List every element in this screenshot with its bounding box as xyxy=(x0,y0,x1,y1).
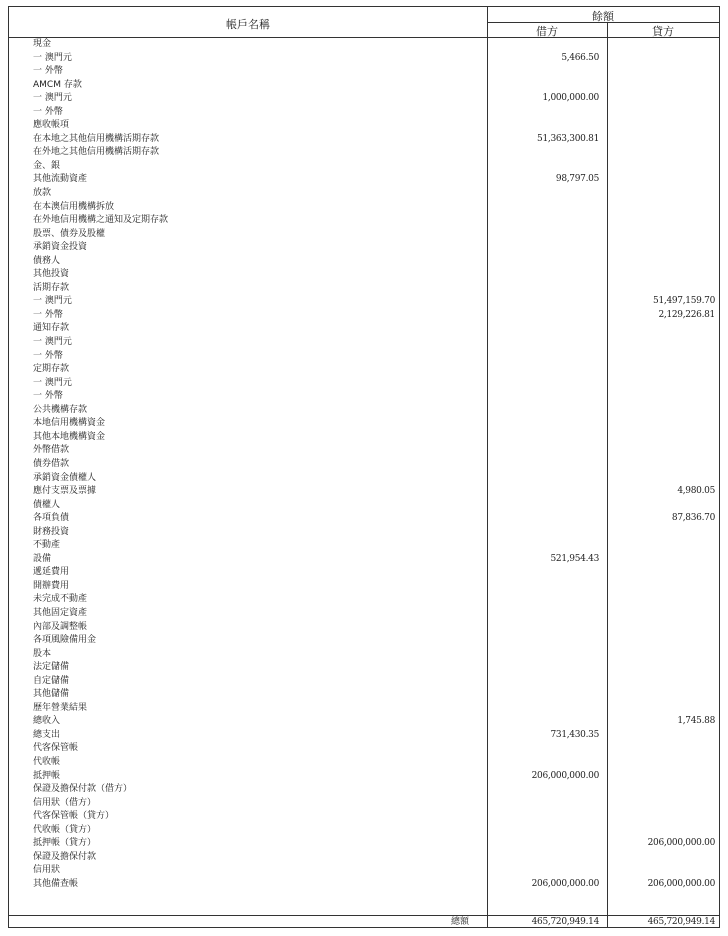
table-row xyxy=(9,309,719,323)
debit-amount: 206,000,000.00 xyxy=(531,770,599,781)
account-name: 一 外幣 xyxy=(33,309,63,320)
account-name: 保證及擔保付款 xyxy=(33,851,97,862)
table-row xyxy=(9,783,719,797)
table-row xyxy=(9,756,719,770)
account-name: 一 澳門元 xyxy=(33,296,72,307)
table-row xyxy=(9,377,719,391)
account-name: 保證及擔保付款（借方） xyxy=(33,784,133,795)
table-row xyxy=(9,797,719,811)
debit-amount: 731,430.35 xyxy=(550,729,599,740)
account-name: 其他投資 xyxy=(33,269,70,280)
table-row xyxy=(9,119,719,133)
account-name: 定期存款 xyxy=(33,364,70,375)
account-name: 在外地之其他信用機構活期存款 xyxy=(33,147,160,158)
table-row xyxy=(9,770,719,784)
table-row xyxy=(9,512,719,526)
balance-sheet-table xyxy=(8,6,720,928)
table-row xyxy=(9,458,719,472)
account-name: 開辦費用 xyxy=(33,580,70,591)
table-row xyxy=(9,444,719,458)
account-name: 債券借款 xyxy=(33,458,70,469)
account-name: 財務投資 xyxy=(33,526,70,537)
account-name: 信用狀 xyxy=(33,865,61,876)
credit-amount: 87,836.70 xyxy=(671,513,715,524)
credit-amount: 1,745.88 xyxy=(677,716,715,727)
account-name: 現金 xyxy=(33,39,52,49)
table-row xyxy=(9,688,719,702)
credit-amount: 4,980.05 xyxy=(677,486,715,497)
account-name: 一 外幣 xyxy=(33,391,63,402)
account-name: 總收入 xyxy=(33,716,61,727)
debit-amount: 521,954.43 xyxy=(550,553,599,564)
table-row xyxy=(9,133,719,147)
table-row xyxy=(9,729,719,743)
table-row xyxy=(9,228,719,242)
account-name: 自定儲備 xyxy=(33,675,70,686)
account-name: AMCM 存款 xyxy=(33,79,82,90)
debit-amount: 98,797.05 xyxy=(555,174,599,185)
account-name: 代收帳 xyxy=(33,756,61,767)
account-name: 通知存款 xyxy=(33,323,70,334)
account-name: 代收帳（貸方） xyxy=(33,824,97,835)
table-row xyxy=(9,214,719,228)
account-name: 應收帳項 xyxy=(33,120,70,131)
account-rows xyxy=(9,38,719,891)
table-row xyxy=(9,173,719,187)
account-name: 在本澳信用機構拆放 xyxy=(33,201,115,212)
table-row xyxy=(9,864,719,878)
total-credit: 465,720,949.14 xyxy=(647,917,715,927)
table-row xyxy=(9,499,719,513)
account-name: 設備 xyxy=(33,553,52,564)
account-name: 代客保管帳（貸方） xyxy=(33,811,115,822)
table-row xyxy=(9,146,719,160)
header-account-name: 帳戶名稱 xyxy=(226,18,270,31)
debit-amount: 1,000,000.00 xyxy=(542,93,599,104)
account-name: 未完成不動產 xyxy=(33,594,88,605)
table-row xyxy=(9,79,719,93)
account-name: 各項負債 xyxy=(33,513,70,524)
table-row xyxy=(9,106,719,120)
credit-amount: 206,000,000.00 xyxy=(647,838,715,849)
table-row xyxy=(9,52,719,66)
account-name: 其他儲備 xyxy=(33,689,70,700)
table-row xyxy=(9,38,719,52)
table-row xyxy=(9,742,719,756)
table-row xyxy=(9,702,719,716)
debit-amount: 5,466.50 xyxy=(561,52,599,63)
account-name: 在外地信用機構之通知及定期存款 xyxy=(33,215,169,226)
total-label: 總額 xyxy=(450,917,469,927)
table-row xyxy=(9,621,719,635)
account-name: 法定儲備 xyxy=(33,662,70,673)
account-name: 其他流動資產 xyxy=(33,174,88,185)
account-name: 其他備查帳 xyxy=(33,878,79,889)
header-credit: 貸方 xyxy=(652,25,674,38)
table-row xyxy=(9,580,719,594)
table-row xyxy=(9,634,719,648)
table-row xyxy=(9,431,719,445)
table-row xyxy=(9,824,719,838)
debit-amount: 51,363,300.81 xyxy=(537,133,599,144)
table-row xyxy=(9,390,719,404)
table-row xyxy=(9,675,719,689)
credit-amount: 206,000,000.00 xyxy=(647,878,715,889)
account-name: 本地信用機構資金 xyxy=(33,418,106,429)
account-name: 抵押帳 xyxy=(33,770,61,781)
account-name: 股票、債券及股權 xyxy=(33,228,106,239)
account-name: 承銷資金債權人 xyxy=(33,472,97,483)
account-name: 其他本地機構資金 xyxy=(33,431,106,442)
table-row xyxy=(9,661,719,675)
table-row xyxy=(9,65,719,79)
account-name: 其他固定資產 xyxy=(33,607,88,618)
account-name: 在本地之其他信用機構活期存款 xyxy=(33,133,160,144)
account-name: 總支出 xyxy=(33,729,61,740)
total-debit: 465,720,949.14 xyxy=(531,917,599,927)
table-row xyxy=(9,322,719,336)
account-name: 承銷資金投資 xyxy=(33,242,88,253)
table-row xyxy=(9,336,719,350)
table-row xyxy=(9,201,719,215)
table-row xyxy=(9,417,719,431)
account-name: 歷年營業結果 xyxy=(33,702,88,713)
table-row xyxy=(9,282,719,296)
account-name: 金、銀 xyxy=(33,160,61,171)
table-row xyxy=(9,187,719,201)
account-name: 一 外幣 xyxy=(33,66,63,77)
table-row xyxy=(9,607,719,621)
account-name: 不動產 xyxy=(33,540,61,551)
credit-amount: 51,497,159.70 xyxy=(653,296,715,307)
account-name: 放款 xyxy=(33,188,52,199)
debit-amount: 206,000,000.00 xyxy=(531,878,599,889)
table-row xyxy=(9,878,719,892)
table-row xyxy=(9,268,719,282)
table-row xyxy=(9,404,719,418)
table-row xyxy=(9,485,719,499)
table-row xyxy=(9,553,719,567)
table-row xyxy=(9,295,719,309)
account-name: 公共機構存款 xyxy=(33,404,88,415)
account-name: 一 澳門元 xyxy=(33,93,72,104)
account-name: 債務人 xyxy=(33,255,61,266)
table-row xyxy=(9,350,719,364)
account-name: 一 外幣 xyxy=(33,106,63,117)
table-row xyxy=(9,593,719,607)
account-name: 抵押帳（貸方） xyxy=(33,838,97,849)
account-name: 一 澳門元 xyxy=(33,337,72,348)
header-balance: 餘額 xyxy=(592,10,614,23)
table-row xyxy=(9,715,719,729)
account-name: 應付支票及票據 xyxy=(33,486,97,497)
account-name: 信用狀（借方） xyxy=(33,797,97,808)
account-name: 股本 xyxy=(33,648,52,659)
header-debit: 借方 xyxy=(536,25,558,38)
account-name: 遞延費用 xyxy=(33,567,70,578)
table-row xyxy=(9,648,719,662)
account-name: 債權人 xyxy=(33,499,61,510)
table-row xyxy=(9,810,719,824)
account-name: 一 外幣 xyxy=(33,350,63,361)
account-name: 活期存款 xyxy=(33,282,70,293)
account-name: 內部及調整帳 xyxy=(33,621,88,632)
table-row xyxy=(9,472,719,486)
table-row xyxy=(9,160,719,174)
credit-amount: 2,129,226.81 xyxy=(658,309,715,320)
table-row xyxy=(9,255,719,269)
table-row xyxy=(9,539,719,553)
table-row xyxy=(9,566,719,580)
table-row xyxy=(9,241,719,255)
table-row xyxy=(9,92,719,106)
table-row xyxy=(9,363,719,377)
account-name: 一 澳門元 xyxy=(33,52,72,63)
table-row xyxy=(9,851,719,865)
account-name: 一 澳門元 xyxy=(33,377,72,388)
account-name: 外幣借款 xyxy=(33,445,70,456)
table-row xyxy=(9,837,719,851)
account-name: 代客保管帳 xyxy=(33,743,79,754)
table-row xyxy=(9,526,719,540)
account-name: 各項風險備用金 xyxy=(33,635,97,646)
total-row xyxy=(9,916,719,928)
